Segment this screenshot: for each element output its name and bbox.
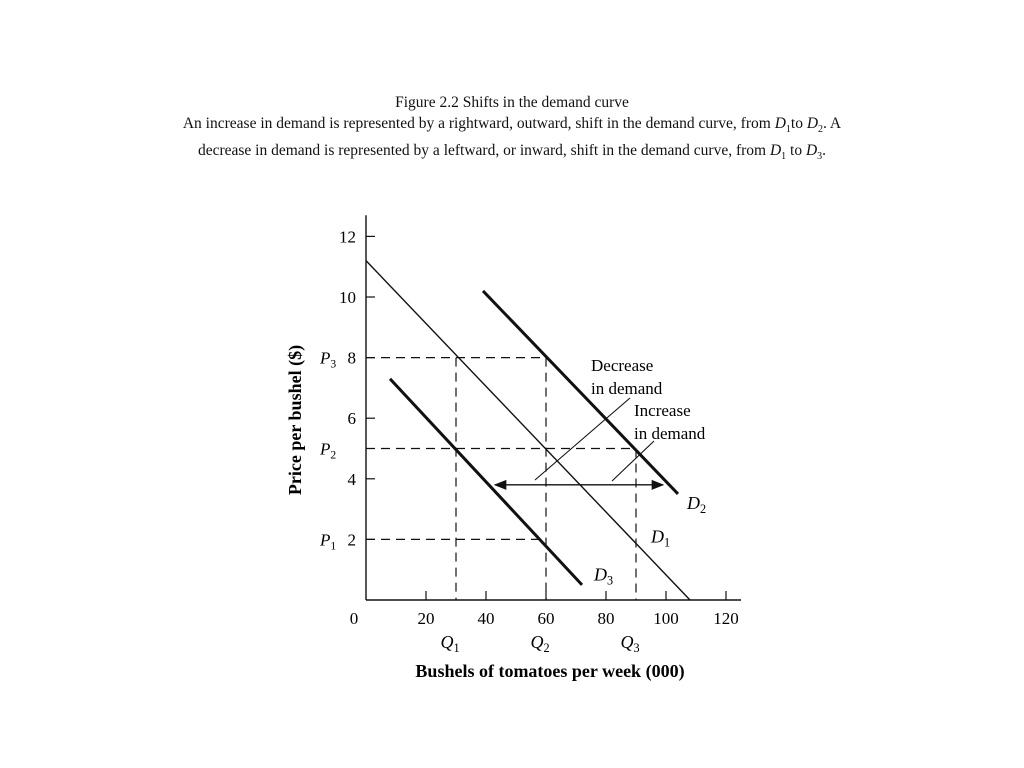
price-label-P1: $P_1$ [320,530,337,553]
curve-label-D2: $D_2$ [687,493,707,517]
caption-run-1: D [774,115,786,132]
x-tick-label-20: 20 [417,609,435,628]
y-tick-label-4: 4 [347,469,356,489]
y-tick-label-8: 8 [347,348,356,368]
annotation-decrease: Decrease in demand [591,356,663,398]
caption-title: Figure 2.2 Shifts in the demand curve [395,94,629,111]
leader-decrease [535,398,630,480]
caption-run-7: D [769,142,782,160]
caption-run-4: D [806,115,819,132]
quantity-label-Q3: $Q_3$ [620,632,640,655]
y-tick-label-6: 6 [347,409,356,429]
x-tick-label-60: 60 [537,609,555,628]
x-tick-label-80: 80 [597,609,615,628]
x-tick-label-100: 100 [653,609,679,628]
caption-run-10: D [805,142,818,160]
caption-run-11: 3 [817,151,823,163]
x-tick-label-120: 120 [713,609,739,628]
annotation-increase: Increase in demand [634,401,706,443]
quantity-label-Q2: $Q_2$ [530,632,550,655]
price-label-P2: $P_2$ [320,439,337,462]
curve-label-D1: $D_1$ [651,526,671,550]
caption-run-0: An increase in demand is represented by a rightward, outward, shift in the demand curve, from [182,115,775,132]
caption-run-6: . A decrease in demand is represented by a leftward, or inward, shift in the demand curve, from [197,115,842,160]
y-axis-title: Price per bushel ($) [285,344,305,496]
demand-curve-D3 [390,379,582,585]
y-tick-label-2: 2 [347,530,356,550]
x-tick-label-0: 0 [349,609,359,628]
price-label-P3: $P_3$ [320,348,337,371]
y-tick-label-10: 10 [339,288,356,307]
caption-run-2: 1 [785,124,791,136]
y-tick-label-12: 12 [339,227,356,247]
caption-run-5: 2 [818,124,824,136]
caption-run-9: to [786,142,806,160]
quantity-label-Q1: $Q_1$ [440,632,460,655]
x-tick-label-40: 40 [477,609,495,628]
caption-run-3: to [790,115,807,132]
x-axis-title: Bushels of tomatoes per week (000) [415,661,685,681]
caption-run-12: . [822,142,827,160]
caption-run-8: 1 [781,151,787,163]
curve-label-D3: $D_3$ [594,564,614,588]
